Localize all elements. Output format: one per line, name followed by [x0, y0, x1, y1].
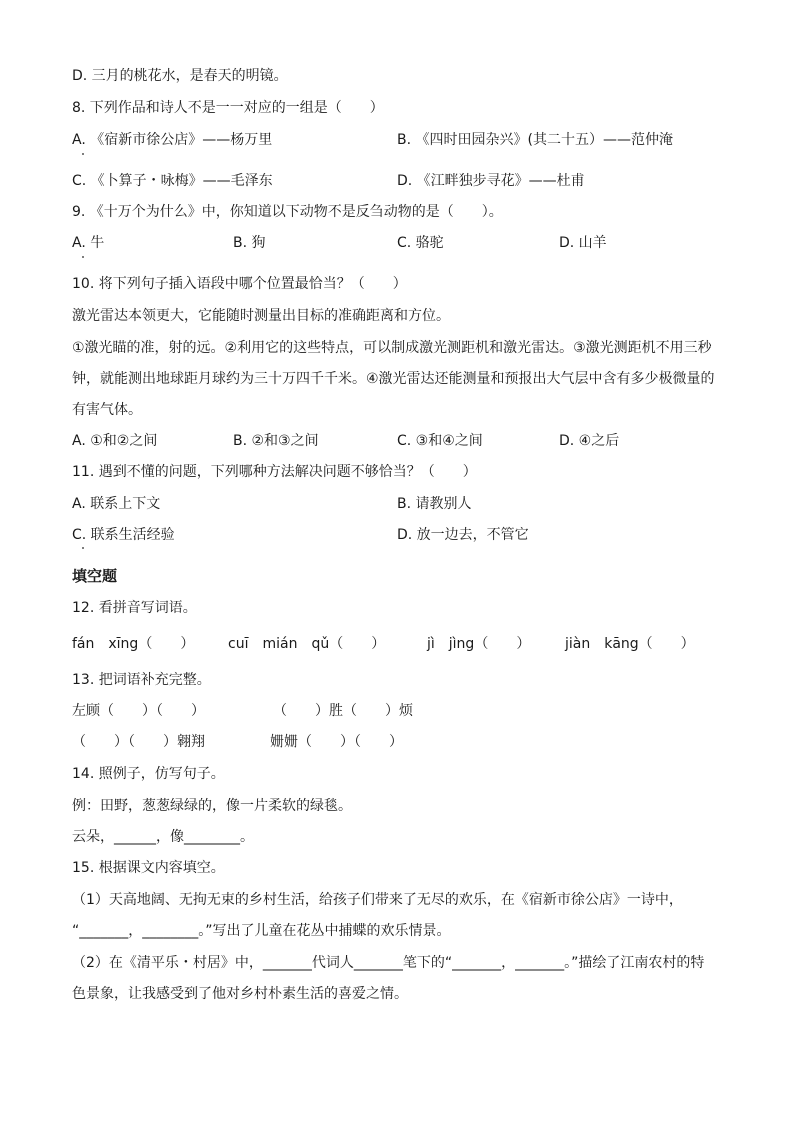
q14-stem: 14. 照例子，仿写句子。: [72, 766, 225, 782]
q12-stem: 12. 看拼音写词语。: [72, 600, 197, 616]
q7-option-d: D. 三月的桃花水，是春天的明镜。: [72, 68, 288, 84]
q14-example: 例：田野，葱葱绿绿的，像一片柔软的绿毯。: [72, 798, 352, 814]
q15-part2-line-2: 色景象，让我感受到了他对乡村朴素生活的喜爱之情。: [72, 986, 408, 1002]
q8-option-d: D. 《江畔独步寻花》——杜甫: [397, 173, 585, 189]
q9-stem: 9. 《十万个为什么》中，你知道以下动物不是反刍动物的是（ ）。: [72, 204, 503, 220]
q8-option-c: C. 《卜算子・咏梅》——毛泽东: [72, 173, 273, 189]
q9-option-a: A. 牛: [72, 235, 105, 251]
option-marker-dot: [82, 153, 84, 155]
q11-option-a: A. 联系上下文: [72, 496, 161, 512]
q12-pinyin-4: jiàn kāng（ ）: [565, 636, 695, 652]
q9-option-b: B. 狗: [233, 235, 266, 251]
q15-part1-line-1: （1）天高地阔、无拘无束的乡村生活，给孩子们带来了无尽的欢乐，在《宿新市徐公店》一诗中，: [72, 892, 683, 908]
q8-stem: 8. 下列作品和诗人不是一一对应的一组是（ ）: [72, 100, 384, 116]
option-marker-dot: [82, 256, 84, 258]
q13-blank-1: 左顾（ ）（ ）: [72, 703, 205, 719]
q13-blank-3: （ ）（ ）翱翔: [72, 734, 205, 750]
q8-option-b: B. 《四时田园杂兴》(其二十五）——范仲淹: [397, 132, 673, 148]
q10-stem: 10. 将下列句子插入语段中哪个位置最恰当？（ ）: [72, 276, 407, 292]
q9-option-c: C. 骆驼: [397, 235, 444, 251]
q15-part1-line-2: “_______，________。”写出了儿童在花丛中捕蝶的欢乐情景。: [72, 923, 451, 939]
q8-option-a: A. 《宿新市徐公店》——杨万里: [72, 132, 273, 148]
q12-pinyin-2: cuī mián qǔ（ ）: [228, 636, 386, 652]
q14-task: 云朵，______，像________。: [72, 829, 254, 845]
q12-pinyin-3: jì jìng（ ）: [427, 636, 531, 652]
q11-stem: 11. 遇到不懂的问题，下列哪种方法解决问题不够恰当？（ ）: [72, 464, 477, 480]
q10-option-d: D. ④之后: [559, 433, 620, 449]
q15-stem: 15. 根据课文内容填空。: [72, 860, 225, 876]
q11-option-d: D. 放一边去，不管它: [397, 527, 529, 543]
q11-option-c: C. 联系生活经验: [72, 527, 175, 543]
q15-part2-line-1: （2）在《清平乐・村居》中，_______代词人_______笔下的“_______，_______。”描绘了江南农村的特: [72, 955, 705, 971]
q10-passage-line-1: ①激光瞄的准，射的远。②利用它的这些特点，可以制成激光测距机和激光雷达。③激光测距机不用三秒: [72, 340, 712, 356]
q10-option-c: C. ③和④之间: [397, 433, 483, 449]
q13-blank-2: （ ）胜（ ）烦: [273, 703, 413, 719]
section-title-fill-in: 填空题: [72, 567, 118, 585]
q10-passage-line-3: 有害气体。: [72, 402, 142, 418]
q12-pinyin-1: fán xīng（ ）: [72, 636, 195, 652]
q10-option-a: A. ①和②之间: [72, 433, 158, 449]
q10-option-b: B. ②和③之间: [233, 433, 319, 449]
q10-passage-line-2: 钟，就能测出地球距月球约为三十万四千千米。④激光雷达还能测量和预报出大气层中含有多少极微量的: [72, 371, 715, 387]
q10-sentence: 激光雷达本领更大，它能随时测量出目标的准确距离和方位。: [72, 308, 450, 324]
q9-option-d: D. 山羊: [559, 235, 607, 251]
q13-blank-4: 姗姗（ ）（ ）: [270, 734, 403, 750]
option-marker-dot: [82, 547, 84, 549]
q11-option-b: B. 请教别人: [397, 496, 472, 512]
q13-stem: 13. 把词语补充完整。: [72, 672, 211, 688]
